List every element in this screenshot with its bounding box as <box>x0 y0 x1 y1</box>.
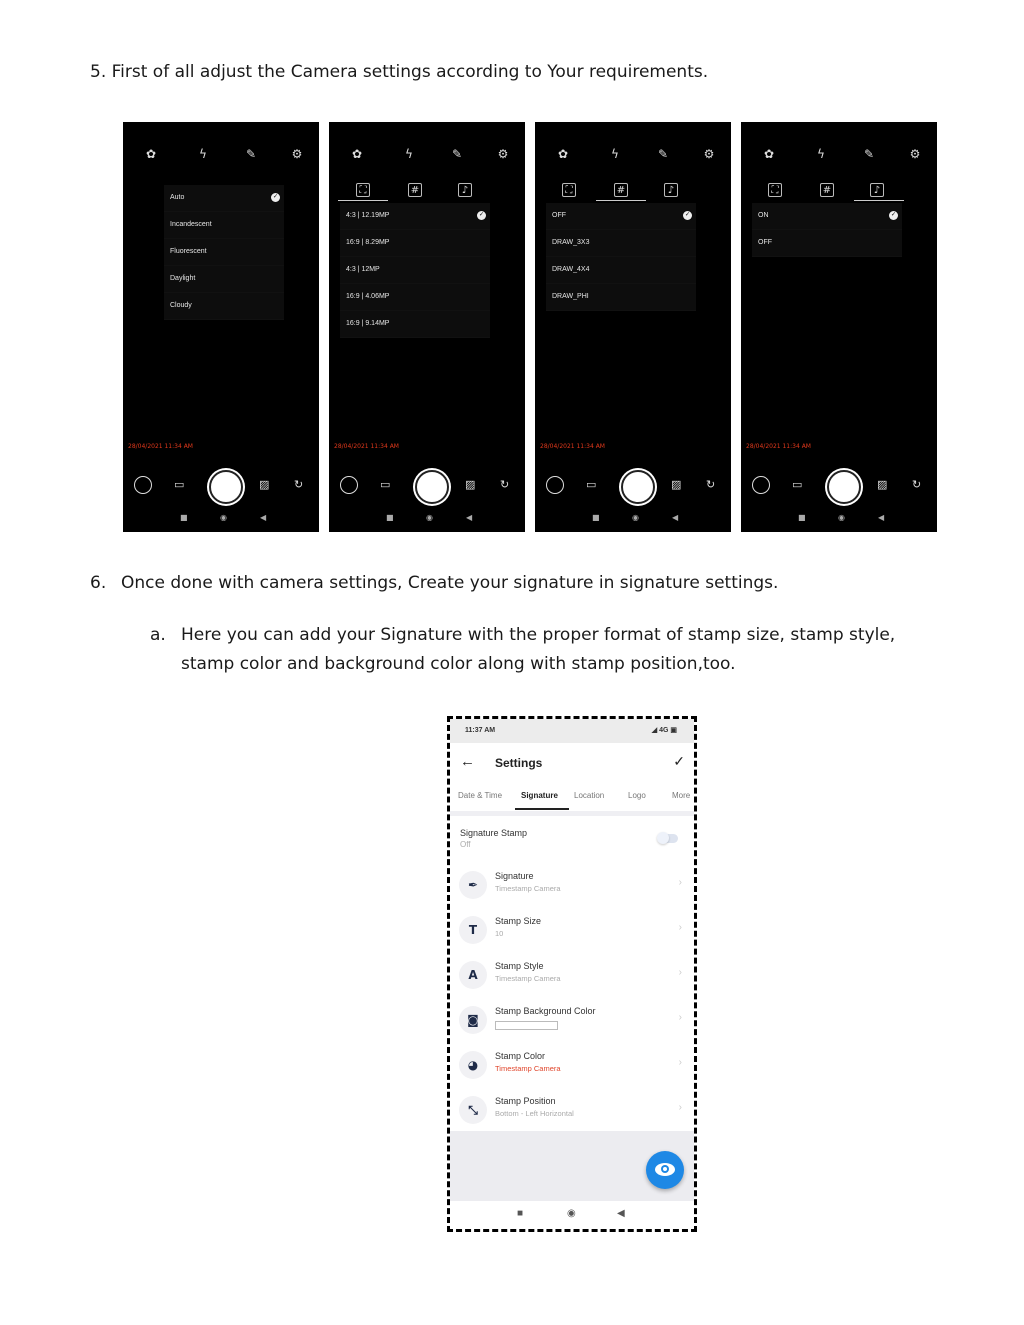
switch-camera-icon[interactable]: ↻ <box>706 478 716 491</box>
menu-option[interactable] <box>164 239 284 266</box>
gallery-icon[interactable]: ▨ <box>465 478 476 491</box>
camera-screen-white-balance <box>123 122 319 532</box>
recent-apps-icon[interactable]: ■ <box>517 1208 524 1219</box>
menu-option-label: OFF <box>552 212 566 219</box>
sound-icon[interactable]: ♪ <box>458 183 472 197</box>
back-nav-icon[interactable]: ◀ <box>672 513 679 522</box>
back-arrow-icon[interactable]: ← <box>460 753 475 770</box>
step-5-text: 5. First of all adjust the Camera settings according to Your requirements. <box>90 62 709 82</box>
menu-option[interactable] <box>752 203 902 230</box>
edit-icon[interactable]: ✎ <box>451 147 463 161</box>
grid-icon[interactable]: # <box>820 183 834 197</box>
menu-option-label: 16:9 | 9.14MP <box>346 320 390 327</box>
sound-icon[interactable]: ♪ <box>664 183 678 197</box>
menu-option[interactable] <box>340 284 490 311</box>
background-color-swatch <box>495 1021 558 1030</box>
signal-indicator: ◢ 4G ▣ <box>651 727 677 734</box>
video-icon[interactable]: ▭ <box>586 478 597 491</box>
menu-option-label: 16:9 | 8.29MP <box>346 239 390 246</box>
palette-icon: ◕ <box>459 1051 487 1079</box>
settings-item-label: Stamp Color <box>495 1051 546 1061</box>
active-option-indicator <box>596 200 646 201</box>
menu-option[interactable] <box>546 284 696 311</box>
settings-item-stamp-color[interactable] <box>450 1042 694 1087</box>
android-nav-bar <box>332 513 522 527</box>
flash-off-icon[interactable]: ϟ <box>199 147 207 161</box>
menu-option-label: ON <box>758 212 769 219</box>
status-bar <box>450 719 694 743</box>
signature-stamp-toggle[interactable] <box>658 834 678 843</box>
font-icon: A <box>459 961 487 989</box>
menu-option[interactable] <box>546 257 696 284</box>
camera-option-menu <box>164 185 284 320</box>
home-icon[interactable]: ◉ <box>567 1208 576 1219</box>
resolution-icon[interactable]: ⛶ <box>562 183 576 197</box>
chevron-right-icon: › <box>678 922 682 933</box>
home-icon[interactable]: ◉ <box>220 513 227 522</box>
active-option-indicator <box>338 200 388 201</box>
selected-check-icon: ✓ <box>272 194 279 200</box>
date-stamp-preview: 28/04/2021 11:34 AM <box>334 443 399 450</box>
menu-option[interactable] <box>164 266 284 293</box>
chevron-right-icon: › <box>678 1012 682 1023</box>
camera-option-menu <box>752 203 902 257</box>
gear-icon[interactable]: ⚙ <box>909 147 921 161</box>
tab-more[interactable]: More <box>672 791 691 800</box>
signature-stamp-row[interactable] <box>450 816 694 862</box>
camera-bottom-bar <box>126 458 316 508</box>
settings-item-value: Timestamp Camera <box>495 884 561 893</box>
back-nav-icon[interactable]: ◀ <box>878 513 885 522</box>
app-bar <box>450 743 694 785</box>
step-6a-text <box>150 621 950 679</box>
settings-aperture-icon[interactable]: ✿ <box>145 147 157 161</box>
step-6-body: Once done with camera settings, Create your signature in signature settings. <box>121 573 779 593</box>
menu-option-label: Daylight <box>170 275 196 282</box>
recent-apps-icon[interactable]: ■ <box>798 513 806 522</box>
switch-camera-icon[interactable]: ↻ <box>912 478 922 491</box>
settings-item-value: Timestamp Camera <box>495 974 561 983</box>
gallery-icon[interactable]: ▨ <box>671 478 682 491</box>
background-color-icon: ◙ <box>459 1006 487 1034</box>
network-type: 4G <box>659 727 669 734</box>
camera-screen-sound <box>741 122 937 532</box>
menu-option[interactable] <box>546 230 696 257</box>
step-6-number: 6. <box>90 573 107 593</box>
settings-item-value: 10 <box>495 929 504 938</box>
camera-screen-resolution <box>329 122 525 532</box>
menu-option-label: DRAW_4X4 <box>552 266 590 273</box>
recent-apps-icon[interactable]: ■ <box>180 513 188 522</box>
pen-icon: ✒ <box>459 871 487 899</box>
mode-circle-icon[interactable] <box>134 476 152 494</box>
switch-camera-icon[interactable]: ↻ <box>500 478 510 491</box>
settings-aperture-icon[interactable]: ✿ <box>351 147 363 161</box>
grid-icon[interactable]: # <box>408 183 422 197</box>
gear-icon[interactable]: ⚙ <box>497 147 509 161</box>
camera-top-toolbar <box>538 145 728 169</box>
signature-settings-screen <box>447 716 697 1232</box>
preview-button[interactable] <box>646 1151 684 1189</box>
settings-item-label: Stamp Background Color <box>495 1006 596 1016</box>
mode-circle-icon[interactable] <box>752 476 770 494</box>
step-6a-number: a. <box>150 625 166 645</box>
camera-top-toolbar <box>744 145 934 169</box>
page-title: Settings <box>495 756 543 770</box>
signature-stamp-label: Signature Stamp <box>460 828 528 838</box>
tab-date-time[interactable]: Date & Time <box>458 791 503 800</box>
shutter-button[interactable] <box>415 470 449 504</box>
camera-option-tabs <box>744 179 934 201</box>
chevron-right-icon: › <box>678 877 682 888</box>
recent-apps-icon[interactable]: ■ <box>592 513 600 522</box>
camera-bottom-bar <box>538 458 728 508</box>
mode-circle-icon[interactable] <box>546 476 564 494</box>
step-6a-body: Here you can add your Signature with the proper format of stamp size, stamp style, stamp color and background color along with stamp position,too. <box>181 625 896 674</box>
menu-option-label: Cloudy <box>170 302 192 309</box>
android-nav-bar <box>744 513 934 527</box>
settings-item-label: Signature <box>495 871 534 881</box>
settings-item-value: Timestamp Camera <box>495 1064 561 1073</box>
menu-option-label: DRAW_PHI <box>552 293 589 300</box>
selected-check-icon: ✓ <box>478 212 485 218</box>
switch-camera-icon[interactable]: ↻ <box>294 478 304 491</box>
menu-option[interactable] <box>752 230 902 257</box>
settings-item-stamp-background-color[interactable] <box>450 997 694 1042</box>
back-nav-icon[interactable]: ◀ <box>260 513 267 522</box>
menu-option[interactable] <box>164 293 284 320</box>
android-nav-bar <box>538 513 728 527</box>
settings-item-stamp-size[interactable] <box>450 907 694 952</box>
menu-option-label: 4:3 | 12.19MP <box>346 212 390 219</box>
camera-option-tabs <box>538 179 728 201</box>
camera-top-toolbar <box>332 145 522 169</box>
gallery-icon[interactable]: ▨ <box>877 478 888 491</box>
settings-item-label: Stamp Position <box>495 1096 556 1106</box>
settings-aperture-icon[interactable]: ✿ <box>763 147 775 161</box>
menu-option[interactable] <box>340 257 490 284</box>
edit-icon[interactable]: ✎ <box>657 147 669 161</box>
flash-off-icon[interactable]: ϟ <box>611 147 619 161</box>
android-nav-bar <box>450 1201 694 1229</box>
menu-option-label: OFF <box>758 239 772 246</box>
settings-item-label: Stamp Size <box>495 916 542 926</box>
menu-option-label: 16:9 | 4.06MP <box>346 293 390 300</box>
chevron-right-icon: › <box>678 1057 682 1068</box>
settings-aperture-icon[interactable]: ✿ <box>557 147 569 161</box>
android-nav-bar <box>126 513 316 527</box>
camera-top-toolbar <box>126 145 316 169</box>
tab-location[interactable]: Location <box>574 791 605 800</box>
menu-option[interactable] <box>546 203 696 230</box>
mode-circle-icon[interactable] <box>340 476 358 494</box>
sound-icon[interactable]: ♪ <box>870 183 884 197</box>
date-stamp-preview: 28/04/2021 11:34 AM <box>746 443 811 450</box>
menu-option-label: Incandescent <box>170 221 212 228</box>
active-option-indicator <box>854 200 904 201</box>
grid-icon[interactable]: # <box>614 183 628 197</box>
settings-item-stamp-style[interactable] <box>450 952 694 997</box>
eye-highlight <box>663 1167 667 1171</box>
shutter-button[interactable] <box>621 470 655 504</box>
settings-item-value: Bottom - Left Horizontal <box>495 1109 574 1118</box>
menu-option[interactable] <box>340 203 490 230</box>
status-time: 11:37 AM <box>465 727 496 734</box>
home-icon[interactable]: ◉ <box>838 513 845 522</box>
back-nav-icon[interactable]: ◀ <box>617 1208 625 1219</box>
tab-logo[interactable]: Logo <box>628 791 646 800</box>
active-tab-indicator <box>515 808 569 810</box>
gear-icon[interactable]: ⚙ <box>703 147 715 161</box>
menu-option[interactable] <box>164 185 284 212</box>
signature-stamp-value: Off <box>460 840 471 849</box>
chevron-right-icon: › <box>678 967 682 978</box>
resolution-icon[interactable]: ⛶ <box>356 183 370 197</box>
shutter-button[interactable] <box>827 470 861 504</box>
settings-tabs <box>450 785 694 812</box>
flash-off-icon[interactable]: ϟ <box>405 147 413 161</box>
settings-item-signature[interactable] <box>450 862 694 907</box>
menu-option[interactable] <box>340 311 490 338</box>
camera-option-tabs <box>332 179 522 201</box>
bottom-area <box>450 1131 694 1201</box>
camera-option-menu <box>546 203 696 311</box>
edit-icon[interactable]: ✎ <box>245 147 257 161</box>
camera-bottom-bar <box>332 458 522 508</box>
step-6-text <box>90 569 778 598</box>
menu-option-label: Fluorescent <box>170 248 207 255</box>
camera-screen-grid <box>535 122 731 532</box>
toggle-knob <box>657 832 669 844</box>
gear-icon[interactable]: ⚙ <box>291 147 303 161</box>
chevron-right-icon: › <box>678 1102 682 1113</box>
video-icon[interactable]: ▭ <box>380 478 391 491</box>
settings-item-stamp-position[interactable] <box>450 1087 694 1132</box>
shutter-button[interactable] <box>209 470 243 504</box>
position-icon: ⤡ <box>459 1096 487 1124</box>
menu-option[interactable] <box>164 212 284 239</box>
menu-option-label: DRAW_3X3 <box>552 239 590 246</box>
camera-option-menu <box>340 203 490 338</box>
recent-apps-icon[interactable]: ■ <box>386 513 394 522</box>
gallery-icon[interactable]: ▨ <box>259 478 270 491</box>
menu-option-label: Auto <box>170 194 185 201</box>
video-icon[interactable]: ▭ <box>792 478 803 491</box>
camera-bottom-bar <box>744 458 934 508</box>
video-icon[interactable]: ▭ <box>174 478 185 491</box>
text-size-icon: T <box>459 916 487 944</box>
edit-icon[interactable]: ✎ <box>863 147 875 161</box>
date-stamp-preview: 28/04/2021 11:34 AM <box>128 443 193 450</box>
resolution-icon[interactable]: ⛶ <box>768 183 782 197</box>
date-stamp-preview: 28/04/2021 11:34 AM <box>540 443 605 450</box>
home-icon[interactable]: ◉ <box>632 513 639 522</box>
selected-check-icon: ✓ <box>684 212 691 218</box>
back-nav-icon[interactable]: ◀ <box>466 513 473 522</box>
checkmark-icon[interactable]: ✓ <box>673 753 685 769</box>
menu-option[interactable] <box>340 230 490 257</box>
settings-item-label: Stamp Style <box>495 961 544 971</box>
menu-option-label: 4:3 | 12MP <box>346 266 380 273</box>
home-icon[interactable]: ◉ <box>426 513 433 522</box>
selected-check-icon: ✓ <box>890 212 897 218</box>
tab-signature[interactable]: Signature <box>521 791 558 800</box>
flash-off-icon[interactable]: ϟ <box>817 147 825 161</box>
